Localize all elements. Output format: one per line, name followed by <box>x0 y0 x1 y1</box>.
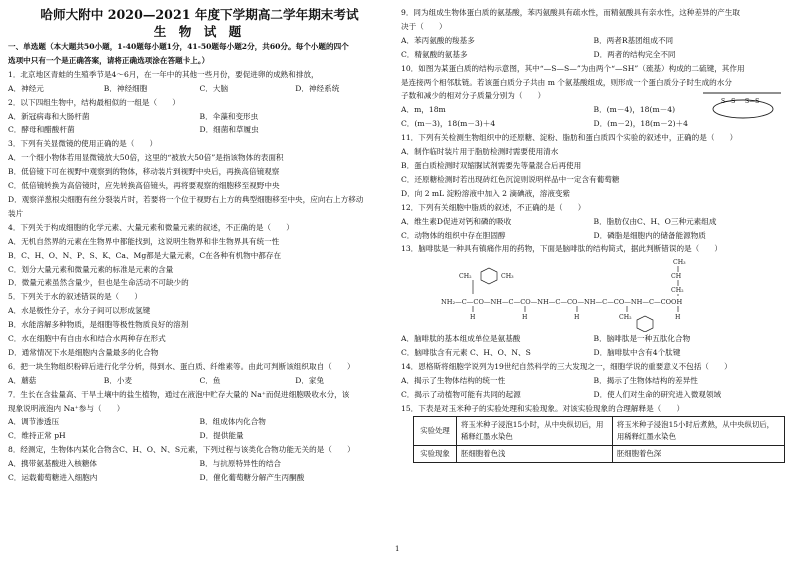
option[interactable]: B．脂肪仅由C、H、O三种元素组成 <box>593 216 717 226</box>
option[interactable]: D．家兔 <box>295 375 325 385</box>
options <box>401 34 786 48</box>
option[interactable]: A．苯丙氨酸的羧基多 <box>401 35 475 45</box>
options <box>8 471 391 485</box>
option[interactable]: A．维生素D促进对钙和磷的吸收 <box>401 216 512 226</box>
option[interactable]: A．携带氨基酸进入核糖体 <box>8 459 98 469</box>
options <box>401 229 786 243</box>
option-continuation: 装片 <box>8 208 24 218</box>
option[interactable]: C．酵母和醋酸杆菌 <box>8 125 75 135</box>
option[interactable]: C．大脑 <box>199 83 229 93</box>
option[interactable]: B．C、H、O、N、P、S、K、Ca、Mg都是大量元素，C在各种有机物中都存在 <box>8 250 282 260</box>
option[interactable]: A．调节渗透压 <box>8 417 60 427</box>
question-9 <box>401 6 786 62</box>
question-7 <box>8 388 391 444</box>
hydrogen: H <box>522 314 528 322</box>
question-12 <box>401 201 786 243</box>
option[interactable]: A．水是极性分子，水分子间可以形成氢键 <box>8 306 151 316</box>
question-stem-cont: 是连接两个相邻肽链。若该蛋白质分子共由 m 个氨基酸组成，则形成一个蛋白质分子时生成的水分 <box>401 77 732 87</box>
question-stem: 11．下列有关检测生物组织中的还原糖、淀粉、脂肪和蛋白质四个实验的叙述中，正确的是（ ） <box>401 133 738 143</box>
ch-group: CH <box>671 273 682 281</box>
benzene-ring <box>481 268 497 284</box>
option[interactable]: D．脑啡肽中含有4个肽键 <box>593 348 681 358</box>
option[interactable]: B．神经细胞 <box>103 83 148 93</box>
section-heading: 一、单选题（本大题共50小题，1-40题每小题1分，41-50题每小题2分，共60分。每个小题的四个 <box>8 42 349 51</box>
hydrogen: H <box>574 314 580 322</box>
option[interactable]: A．m，18m <box>401 105 446 115</box>
question-stem: 12．下列有关细胞中脂质的叙述，不正确的是（ ） <box>401 202 586 212</box>
question-5 <box>8 290 391 360</box>
option[interactable]: D．向 2 mL 淀粉溶液中加入 2 滴碘液，溶液变紫 <box>401 188 571 198</box>
options <box>8 429 391 443</box>
question-1 <box>8 68 391 96</box>
options <box>401 346 786 360</box>
question-stem-cont: 决于（ ） <box>401 21 447 31</box>
question-stem: 8．经测定，生物体内某化合物含C、H、O、N、S元素，下列过程与该类化合物功能无关的是（ ） <box>8 445 355 455</box>
table-cell: 胚细胞着色深 <box>612 445 784 462</box>
table-row <box>414 416 785 445</box>
options <box>401 374 786 388</box>
option[interactable]: B．揭示了生物体结构的差异性 <box>593 376 698 386</box>
disulfide-label: S—S <box>721 98 736 106</box>
option[interactable]: A．脑啡肽的基本组成单位是氨基酸 <box>401 334 521 344</box>
benzene-ring <box>637 316 653 332</box>
question-stem: 1．北京地区青蛙的生殖季节是4～6月，在一年中的其他一些月份，要促进卵的成熟和排放， <box>8 69 319 79</box>
option[interactable]: D．神经系统 <box>295 83 340 93</box>
peptide-backbone: NH₂—C—CO—NH—C—CO—NH—C—CO—NH—C—CO—NH—C—COOH <box>441 298 683 307</box>
option[interactable]: A．制作临时装片用于脂肪检测时需要使用清水 <box>401 147 559 157</box>
option[interactable]: C．精氨酸的氨基多 <box>401 49 468 59</box>
question-13 <box>401 242 786 360</box>
option[interactable]: C．还原糖检测时若出现砖红色沉淀则说明样品中一定含有葡萄糖 <box>401 174 620 184</box>
question-stem: 9．同为组成生物体蛋白质的氨基酸，苯丙氨酸具有疏水性，而精氨酸具有亲水性，这种差异的产生取 <box>401 8 740 17</box>
question-3 <box>8 137 391 220</box>
options <box>8 82 391 96</box>
question-2 <box>8 96 391 138</box>
page-number: 1 <box>395 545 400 553</box>
options <box>8 415 391 429</box>
question-15 <box>401 402 786 463</box>
question-stem-cont: 现象说明液泡内 Na⁺参与（ ） <box>8 403 125 413</box>
option[interactable]: C．揭示了动植物可能有共同的起源 <box>401 389 521 399</box>
option[interactable]: A．神经元 <box>8 83 44 93</box>
enkephalin-structure <box>401 256 786 332</box>
option[interactable]: D．(m－2)，18(m－2)＋4 <box>593 119 688 129</box>
question-stem: 14．恩格斯将细胞学说列为19世纪自然科学的三大发现之一，细胞学说的重要意义不包括（ ） <box>401 362 732 372</box>
question-stem: 2．以下四组生物中，结构最相似的一组是（ ） <box>8 97 180 107</box>
options <box>8 123 391 137</box>
ch-group: CH₃ <box>501 273 514 281</box>
option[interactable]: C．(m－3)，18(m－3)＋4 <box>401 119 496 129</box>
methyl-group: CH₃ <box>673 259 686 267</box>
option[interactable]: B．伞藻和变形虫 <box>199 111 259 121</box>
option[interactable]: A．揭示了生物体结构的统一性 <box>401 376 506 386</box>
question-10 <box>401 62 786 132</box>
hydrogen: H <box>470 314 476 322</box>
option[interactable]: A．一个细小物体若用显微镜放大50倍，这里的“被放大50倍”是指该物体的表面积 <box>8 153 284 163</box>
options <box>401 388 786 402</box>
question-stem: 10．如图为某蛋白质的结构示意图，其中“—S—S—”为由两个“—SH”（巯基）构成的二硫键，其作用 <box>401 63 745 73</box>
option[interactable]: C．划分大量元素和微量元素的标准是元素的含量 <box>8 264 174 274</box>
option[interactable]: D．提供能量 <box>199 431 244 441</box>
options <box>401 332 786 346</box>
disulfide-label: S—S <box>745 98 760 106</box>
table-header-cell: 实验现象 <box>414 445 457 462</box>
option[interactable]: D．细菌和草履虫 <box>199 125 259 135</box>
option[interactable]: C．动物体的组织中存在胆固醇 <box>401 230 506 240</box>
option[interactable]: D．磷脂是细胞内的储备能源物质 <box>593 230 706 240</box>
ch2-group: CH₂ <box>619 314 632 322</box>
question-11 <box>401 131 786 201</box>
question-14 <box>401 360 786 402</box>
option[interactable]: C．低倍镜转换为高倍镜时，应先转换高倍镜头，再将要观察的细胞移至视野中央 <box>8 181 280 191</box>
experiment-table <box>413 416 785 463</box>
option[interactable]: D．催化葡萄糖分解产生丙酮酸 <box>199 473 305 483</box>
option[interactable]: A．新冠病毒和大肠杆菌 <box>8 111 90 121</box>
question-stem: 3．下列有关显微镜的使用正确的是（ ） <box>8 139 158 149</box>
option[interactable]: C．维持正常 pH <box>8 431 66 441</box>
option[interactable]: D．微量元素虽然含量少，但也是生命活动不可缺少的 <box>8 278 189 288</box>
option[interactable]: A．蘑菇 <box>8 375 37 385</box>
exam-subtitle: 生 物 试 题 <box>153 24 246 39</box>
left-column <box>8 6 391 485</box>
option[interactable]: C．鱼 <box>199 375 221 385</box>
option[interactable]: B．两者R基团组成不同 <box>593 35 674 45</box>
question-stem: 5．下列关于水的叙述错误的是（ ） <box>8 292 142 302</box>
option[interactable]: D．观察洋葱根尖细胞有丝分裂装片时，若要将一个位于视野右上方的典型细胞移至中央，应向右上方移动 <box>8 194 364 204</box>
options <box>8 374 391 388</box>
exam-title: 哈师大附中 2020—2021 年度下学期高二学年期末考试 <box>40 7 359 22</box>
option[interactable]: B．低倍镜下可在视野中观察到的物体，移动装片到视野中央后，再换高倍镜观察 <box>8 167 280 177</box>
question-stem: 15．下表是对玉米种子的实验处理和实验现象。对该实验现象的合理解释是（ ） <box>401 403 685 413</box>
question-stem: 13．脑啡肽是一种具有镇痛作用的药物，下面是脑啡肽的结构简式，据此判断错误的是（ ） <box>401 244 723 254</box>
option[interactable]: D．两者的结构完全不同 <box>593 49 676 59</box>
option[interactable]: B．小麦 <box>103 375 133 385</box>
option[interactable]: D．使人们对生命的研究进入微观领域 <box>593 389 722 399</box>
option[interactable]: B．组成体内化合物 <box>199 417 266 427</box>
question-stem-cont: 子数和减少的相对分子质量分别为（ ） <box>401 91 546 101</box>
question-stem: 7．生长在含盐量高、干旱土壤中的盐生植物，通过在液泡中贮存大量的 Na⁺而促进细胞吸收水分，该 <box>8 389 350 399</box>
option[interactable]: B．脑啡肽是一种五肽化合物 <box>593 334 691 344</box>
question-6 <box>8 360 391 388</box>
ch2-group: CH₂ <box>459 273 472 281</box>
right-column <box>401 6 786 463</box>
options <box>401 48 786 62</box>
table-cell: 将玉米种子浸泡15小时，从中央纵切后，用稀释红墨水染色 <box>457 416 613 445</box>
hydrogen: H <box>675 314 681 322</box>
options <box>8 110 391 124</box>
option[interactable]: B．(m－4)，18(m－4) <box>593 105 676 115</box>
question-stem: 4．下列关于构成细胞的化学元素、大量元素和微量元素的叙述，不正确的是（ ） <box>8 222 294 232</box>
option[interactable]: B．与抗原特异性的结合 <box>199 459 282 469</box>
options <box>8 457 391 471</box>
option[interactable]: A．无机自然界的元素在生物界中都能找到，这说明生物界和非生物界具有统一性 <box>8 236 280 246</box>
table-cell: 将玉米种子浸泡15小时后煮熟，从中央纵切后，用稀释红墨水染色 <box>612 416 784 445</box>
option[interactable]: C．脑啡肽含有元素 C、H、O、N、S <box>401 348 531 358</box>
table-cell: 胚细胞着色浅 <box>457 445 613 462</box>
protein-disulfide-diagram <box>701 83 783 129</box>
option[interactable]: D．通常情况下水是细胞内含量最多的化合物 <box>8 347 159 357</box>
options <box>401 215 786 229</box>
question-4 <box>8 221 391 291</box>
section-heading-2: 选项中只有一个是正确答案，请将正确选项涂在答题卡上。） <box>8 55 210 65</box>
option[interactable]: B．蛋白质检测时双缩脲试剂需要先等量混合后再使用 <box>401 160 582 170</box>
question-8 <box>8 443 391 485</box>
option[interactable]: C．水在细胞中有自由水和结合水两种存在形式 <box>8 334 166 344</box>
option[interactable]: B．水能溶解多种物质，是细胞等极性物质良好的溶剂 <box>8 320 189 330</box>
table-row <box>414 445 785 462</box>
option[interactable]: C．运载葡萄糖进入细胞内 <box>8 473 98 483</box>
table-header-cell: 实验处理 <box>414 416 457 445</box>
question-stem: 6．把一块生物组织粉碎后进行化学分析，得到水、蛋白质、纤维素等。由此可判断该组织取自（ ） <box>8 361 355 371</box>
ch2-group: CH₂ <box>671 287 684 295</box>
